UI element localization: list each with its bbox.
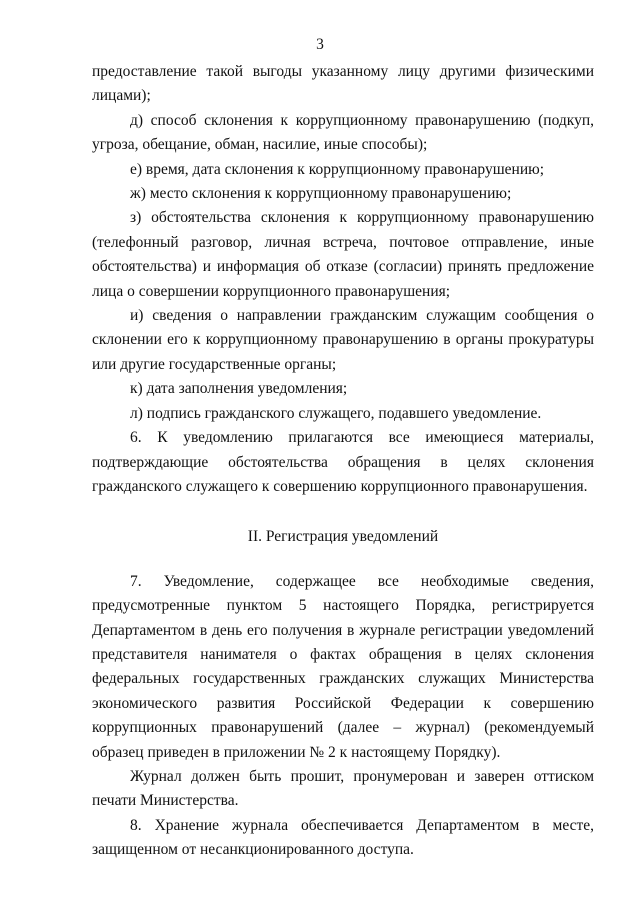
paragraph-item-l: л) подпись гражданского служащего, подавшего уведомление. bbox=[130, 404, 542, 422]
paragraph-journal: Журнал должен быть прошит, пронумерован и заверен оттиском печати Министерства. bbox=[92, 767, 594, 810]
section-heading: II. Регистрация уведомлений bbox=[247, 528, 439, 546]
paragraph-item-i: и) сведения о направлении гражданским служащим сообщения о склонении его к коррупционному правонарушению в органы прокуратуры или другие государственные органы; bbox=[92, 307, 594, 373]
paragraph-continuation: предоставление такой выгоды указанному лицу другими физическими лицами); bbox=[92, 63, 594, 105]
paragraph-item-d: д) способ склонения к коррупционному правонарушению (подкуп, угроза, обещание, обман, насилие, иные способы); bbox=[92, 111, 594, 154]
paragraph-item-zh: ж) место склонения к коррупционному правонарушению; bbox=[130, 185, 512, 203]
paragraph-item-z: з) обстоятельства склонения к коррупционному правонарушению (телефонный разговор, личная встреча, почтовое отправление, иные обстоятельства) и информация об отказе (согласии) принять предложение лица о совершении коррупционного правонарушения; bbox=[92, 209, 594, 300]
page-number: 3 bbox=[316, 36, 324, 53]
paragraph-item-k: к) дата заполнения уведомления; bbox=[130, 380, 348, 398]
paragraph-clause-7: 7. Уведомление, содержащее все необходимые сведения, предусмотренные пунктом 5 настоящего Порядка, регистрируется Департаментом в день его получения в журнале регистрации уведомлений представителя нанимателя о фактах обращения в целях склонения федеральных государственных гражданских служащих Министерства экономического развития Российской Федерации к совершению коррупционных правонарушений (далее – журнал) (рекомендуемый образец приведен в приложении № 2 к настоящему Порядку). bbox=[92, 572, 594, 761]
document-body bbox=[92, 60, 594, 863]
paragraph-clause-8: 8. Хранение журнала обеспечивается Департаментом в месте, защищенном от несанкционированного доступа. bbox=[92, 816, 594, 859]
paragraph-clause-6: 6. К уведомлению прилагаются все имеющиеся материалы, подтверждающие обстоятельства обращения в целях склонения гражданского служащего к совершению коррупционного правонарушения. bbox=[92, 429, 594, 495]
paragraph-item-e: е) время, дата склонения к коррупционному правонарушению; bbox=[130, 160, 545, 178]
